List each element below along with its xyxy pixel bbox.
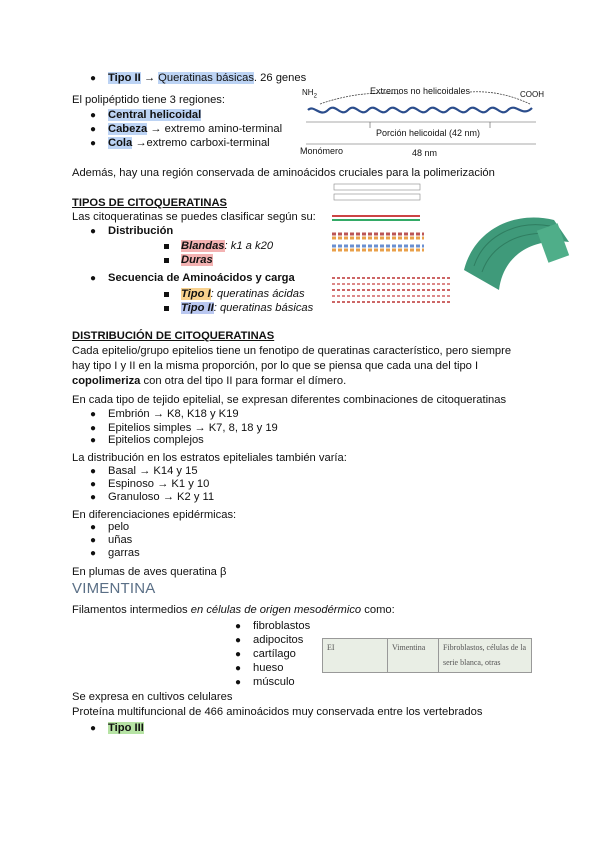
tipo1-label: Tipo I <box>181 288 211 300</box>
tipo2-label: Tipo II <box>108 72 141 84</box>
region-cola <box>108 136 270 151</box>
table-cell: EI <box>323 639 388 673</box>
bullet: ● <box>90 423 97 434</box>
bullet: ● <box>235 621 242 632</box>
cell-item: adipocitos <box>253 634 304 646</box>
cell-item: fibroblastos <box>253 620 311 632</box>
bullet: ● <box>90 226 97 237</box>
duras-line <box>181 253 213 268</box>
bullet: ● <box>235 677 242 688</box>
bullet: ● <box>90 492 97 503</box>
bullet: ● <box>90 435 97 446</box>
nh-label <box>302 86 317 104</box>
epid-item: pelo <box>108 521 130 533</box>
bullet: ● <box>90 409 97 420</box>
bullet: ● <box>90 466 97 477</box>
square-bullet <box>164 306 169 311</box>
distrib-p1a: Cada epitelio/grupo epitelios tiene un fenotipo de queratinas característico, pero siempre <box>72 345 512 357</box>
vim-p1: Se expresa en cultivos celulares <box>72 691 233 703</box>
tipo2-tail: . 26 genes <box>253 72 307 84</box>
vim-intro-a: Filamentos intermedios <box>72 604 191 616</box>
tipo2-text: Queratinas básicas <box>158 72 254 84</box>
vimentina-table-wrap <box>322 638 532 673</box>
blandas-text: : k1 a k20 <box>224 240 274 252</box>
monomero-label: Monómero <box>300 146 344 156</box>
tissue-item: Epitelios simples → K7, 8, 18 y 19 <box>108 422 278 434</box>
copolimeriza: copolimeriza <box>72 375 141 387</box>
vimentina-table <box>322 638 532 673</box>
region-cola-text: →extremo carboxi-terminal <box>132 137 270 149</box>
strata-item: Basal → K14 y 15 <box>108 465 198 477</box>
extremos-label: Extremos no helicoidales <box>370 86 471 96</box>
secuencia-label: Secuencia de Aminoácidos y carga <box>108 272 295 284</box>
nh-sub: 2 <box>313 93 317 100</box>
bullet: ● <box>235 635 242 646</box>
tipo1-text: : queratinas ácidas <box>210 288 305 300</box>
square-bullet <box>164 258 169 263</box>
bullet: ● <box>90 124 97 135</box>
vim-p2: Proteína multifuncional de 466 aminoácidos muy conservada entre los vertebrados <box>72 706 483 718</box>
bullet: ● <box>90 273 97 284</box>
bullet: ● <box>235 663 242 674</box>
blandas-label: Blandas <box>181 240 225 252</box>
tissue-item: Embrión → K8, K18 y K19 <box>108 408 239 420</box>
tipo2-line <box>108 71 306 86</box>
bullet: ● <box>90 723 97 734</box>
bullet: ● <box>90 479 97 490</box>
distrib-heading: DISTRIBUCIÓN DE CITOQUERATINAS <box>72 330 275 342</box>
cell-item: hueso <box>253 662 284 674</box>
table-cell: Fibroblastos, células de la serie blanca, otras <box>439 639 532 673</box>
filament-diagram <box>324 180 594 320</box>
strata-item: Espinoso → K1 y 10 <box>108 478 210 490</box>
square-bullet <box>164 292 169 297</box>
region-cola-label: Cola <box>108 137 133 149</box>
table-row <box>323 639 532 673</box>
tissue-item: Epitelios complejos <box>108 434 204 446</box>
bullet: ● <box>90 522 97 533</box>
vim-intro-b: como: <box>361 604 395 616</box>
region-cabeza-label: Cabeza <box>108 123 148 135</box>
vimentina-intro <box>72 603 395 618</box>
regions-intro: El polipéptido tiene 3 regiones: <box>72 94 226 106</box>
cell-item: cartílago <box>253 648 296 660</box>
filament-figure <box>324 180 594 320</box>
duras-label: Duras <box>181 254 213 266</box>
epid-item: uñas <box>108 534 133 546</box>
region-cabeza <box>108 122 282 137</box>
arrow: → <box>140 72 159 84</box>
tipo1-line <box>181 287 305 302</box>
region-cabeza-text: → extremo amino-terminal <box>147 123 283 135</box>
cooh-label: COOH <box>520 90 544 99</box>
distrib-p1b: hay tipo I y II en la misma proporción, por lo que se piensa que cada una del tipo I <box>72 360 479 372</box>
tipo2b-line <box>181 301 313 316</box>
bullet: ● <box>90 548 97 559</box>
distrib-p3: La distribución en los estratos epiteliales también varía: <box>72 452 347 464</box>
bullet: ● <box>90 110 97 121</box>
strata-item: Granuloso → K2 y 11 <box>108 491 215 503</box>
vimentina-heading: VIMENTINA <box>72 580 156 597</box>
monomer-figure <box>300 84 550 160</box>
tipo3-label: Tipo III <box>108 722 144 734</box>
nh-text: NH <box>302 88 314 97</box>
conserved-text: Además, hay una región conservada de aminoácidos cruciales para la polimerización <box>72 167 495 179</box>
blandas-line <box>181 239 273 254</box>
table-cell: Vimentina <box>388 639 439 673</box>
tipo2b-text: : queratinas básicas <box>213 302 314 314</box>
distrib-p5: En plumas de aves queratina β <box>72 566 227 578</box>
tipos-intro: Las citoqueratinas se puedes clasificar según su: <box>72 211 316 223</box>
vim-intro-i: en células de origen mesodérmico <box>190 604 362 616</box>
cell-item: músculo <box>253 676 295 688</box>
bullet: ● <box>90 535 97 546</box>
square-bullet <box>164 244 169 249</box>
distrib-p1c-rest: con otra del tipo II para formar el dímero. <box>140 375 347 387</box>
epid-item: garras <box>108 547 140 559</box>
bullet: ● <box>90 138 97 149</box>
tipos-heading: TIPOS DE CITOQUERATINAS <box>72 197 227 209</box>
distrib-p1c <box>72 374 346 389</box>
tipo2b-label: Tipo II <box>181 302 214 314</box>
bullet: ● <box>235 649 242 660</box>
porcion-label: Porción helicoidal (42 nm) <box>376 128 481 138</box>
distrib-p2: En cada tipo de tejido epitelial, se expresan diferentes combinaciones de citoqueratinas <box>72 394 507 406</box>
tipo3-line <box>108 721 144 736</box>
nm-label: 48 nm <box>412 148 438 158</box>
region-central-label: Central helicoidal <box>108 109 202 121</box>
distribucion-label: Distribución <box>108 225 174 237</box>
distrib-p4: En diferenciaciones epidérmicas: <box>72 509 237 521</box>
region-central <box>108 108 201 123</box>
bullet: ● <box>90 73 97 84</box>
